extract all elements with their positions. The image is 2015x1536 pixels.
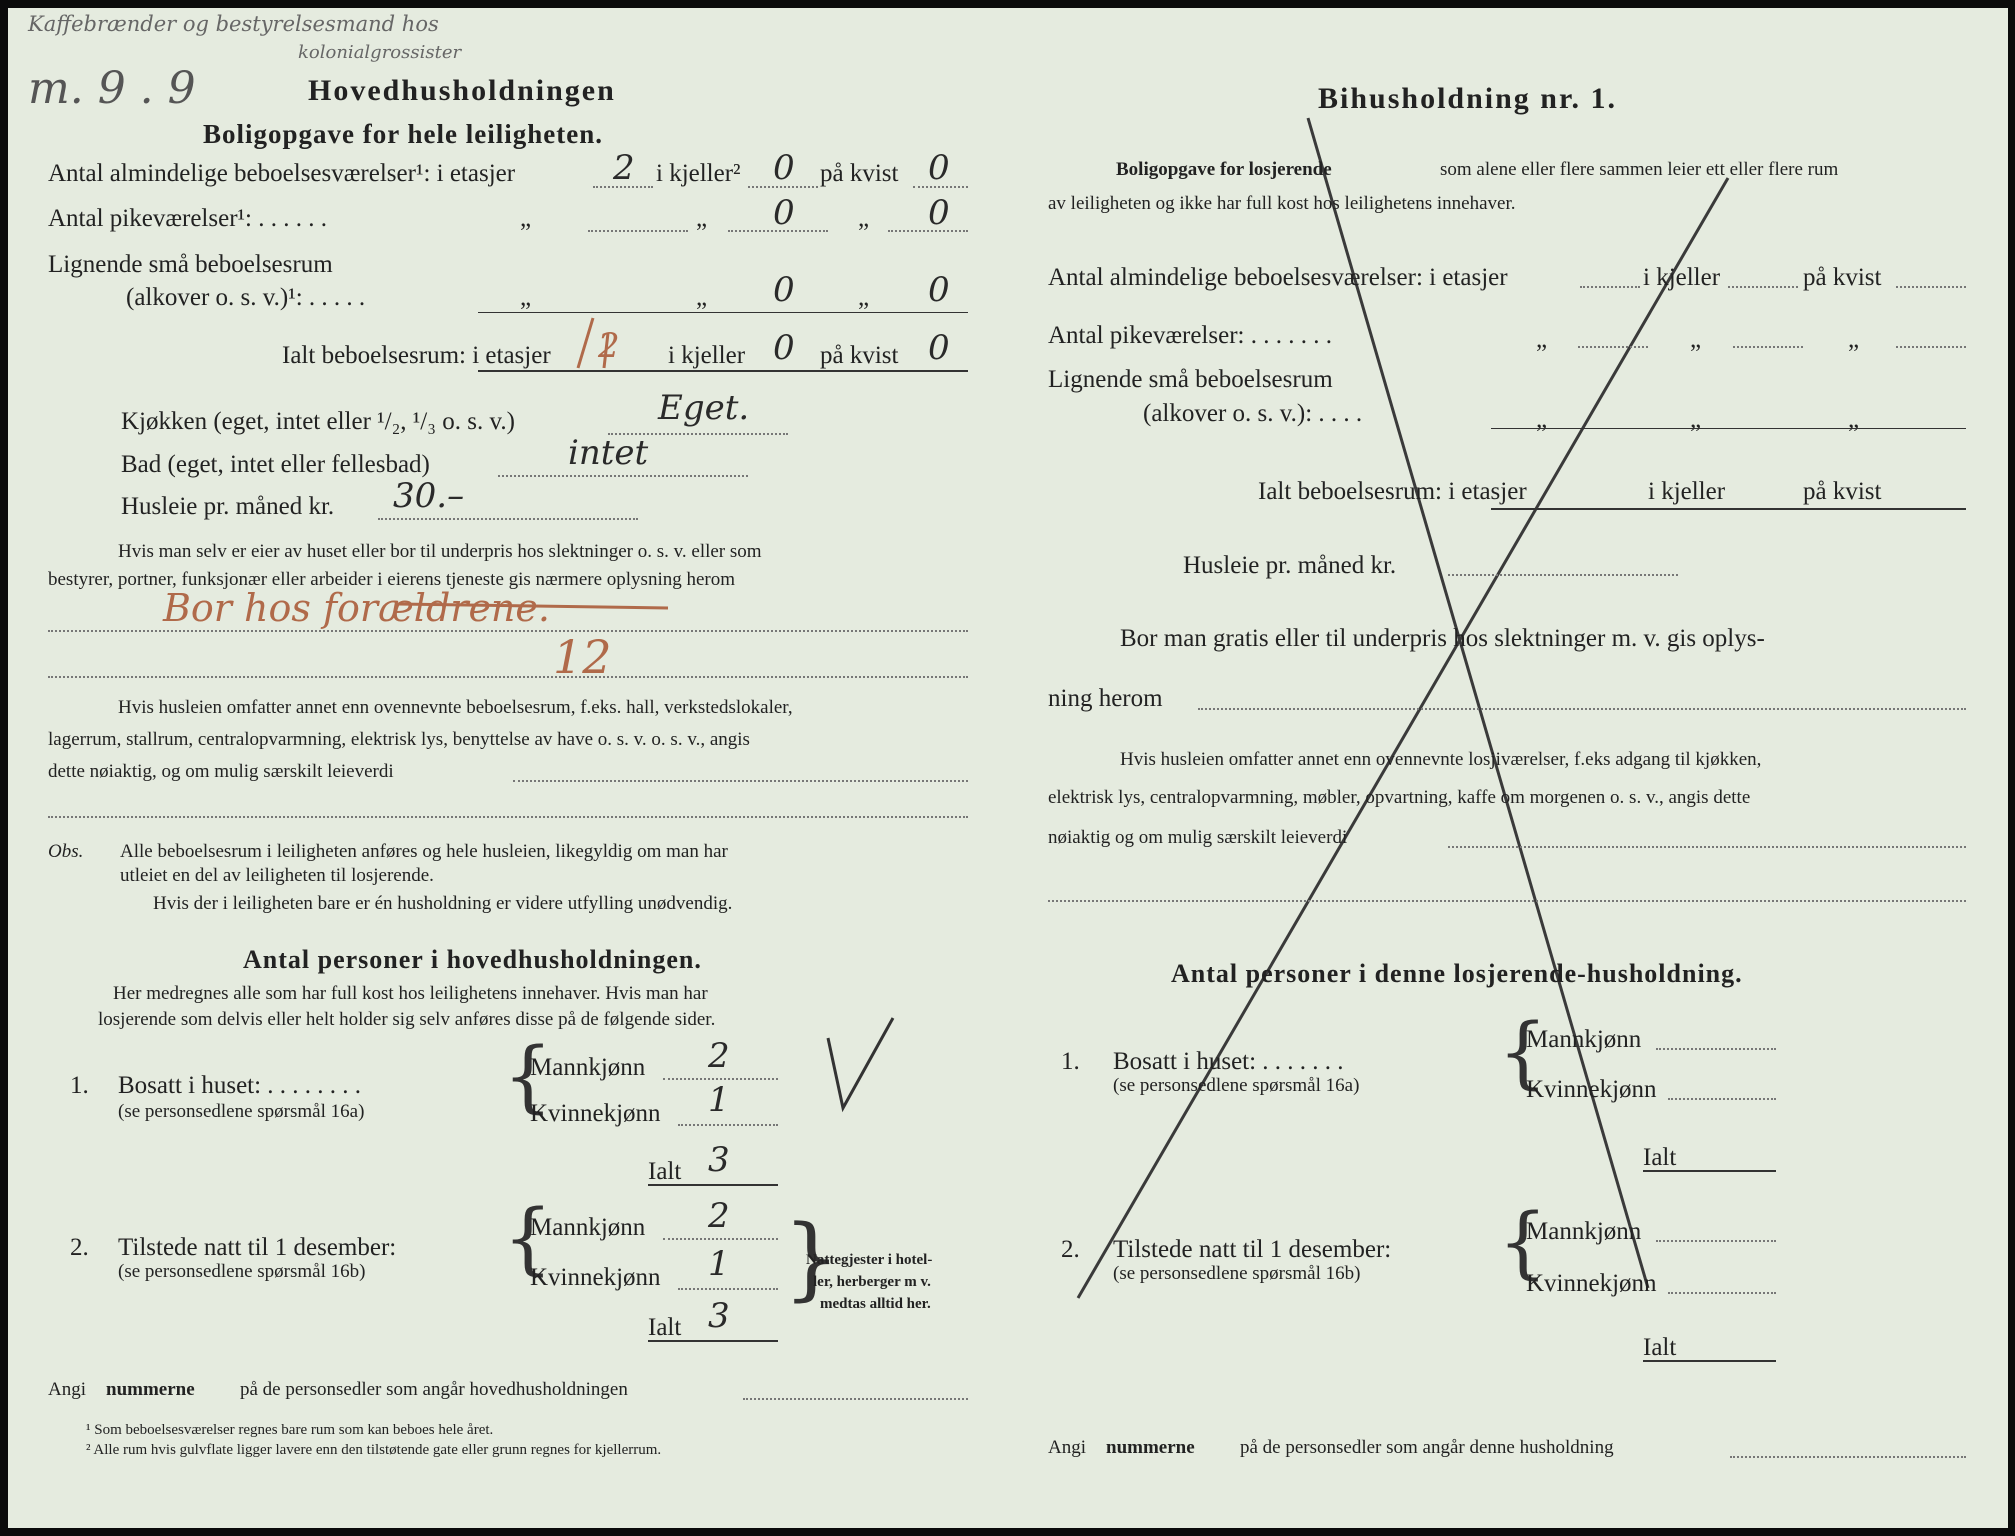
right-bor-text-2: ning herom xyxy=(1048,685,1163,712)
eier-line-2 xyxy=(48,676,968,678)
footnote-1: ¹ Som beboelsesværelser regnes bare rum som kan beboes hele året. xyxy=(86,1422,494,1438)
right-row2-ditto-2: „ xyxy=(1690,326,1702,353)
right-row3-ditto-2: „ xyxy=(1690,406,1702,433)
left-tilstede-ialt-label: Ialt xyxy=(648,1314,682,1341)
right-husleie-line xyxy=(1448,574,1678,576)
red-mark-12: 12 xyxy=(553,630,612,684)
husleie-value: 30.– xyxy=(393,476,465,516)
right-tilstede-mann-line xyxy=(1656,1240,1776,1242)
rooms-row2-line-3 xyxy=(888,230,968,232)
rooms-row3-label-b: (alkover o. s. v.)¹: . . . . . xyxy=(126,284,366,311)
right-tilstede-ialt-rule xyxy=(1643,1360,1776,1362)
left-bosatt-number: 1. xyxy=(70,1072,89,1099)
right-bor-text-1: Bor man gratis eller til underpris hos slektninger m. v. gis oplys- xyxy=(1120,625,1765,652)
rooms-row2-ditto-1: „ xyxy=(520,205,532,232)
right-omfatter-line-2 xyxy=(1048,900,1966,902)
right-row2-label: Antal pikeværelser: . . . . . . . xyxy=(1048,322,1332,349)
bad-value: intet xyxy=(568,433,649,473)
right-tilstede-kvinne-label: Kvinnekjønn xyxy=(1526,1270,1657,1297)
margin-note-line2: kolonialgrossister xyxy=(298,42,462,63)
right-bosatt-ialt-rule xyxy=(1643,1170,1776,1172)
left-persons-note-1: Her medregnes alle som har full kost hos leilighetens innehaver. Hvis man har xyxy=(113,983,708,1004)
right-tilstede-ialt-label: Ialt xyxy=(1643,1334,1677,1361)
left-bosatt-ialt-label: Ialt xyxy=(648,1158,682,1185)
left-bosatt-mann-value: 2 xyxy=(708,1036,730,1076)
left-bosatt-mann-label: Mannkjønn xyxy=(530,1054,646,1081)
obs-label: Obs. xyxy=(48,841,84,862)
right-row2-line-2 xyxy=(1733,346,1803,348)
obs-text-3: Hvis der i leiligheten bare er én husholdning er videre utfylling unødvendig. xyxy=(153,893,733,914)
right-row1-etasjer-line xyxy=(1580,286,1640,288)
right-row1-kjeller-line xyxy=(1728,286,1798,288)
left-bosatt-brace: { xyxy=(503,1032,553,1122)
right-bosatt-kvinne-label: Kvinnekjønn xyxy=(1526,1076,1657,1103)
left-bosatt-kvinne-label: Kvinnekjønn xyxy=(530,1100,661,1127)
right-bor-line xyxy=(1198,708,1966,710)
bad-line xyxy=(498,475,748,477)
omfatter-text-2: lagerrum, stallrum, centralopvarmning, elektrisk lys, benyttelse av have o. s. v. o. s. v., angis xyxy=(48,729,750,750)
right-omfatter-3: nøiaktig og om mulig særskilt leieverdi xyxy=(1048,827,1348,848)
rooms-row3-ditto-2: „ xyxy=(696,284,708,311)
right-row3-label-a: Lignende små beboelsesrum xyxy=(1048,366,1333,393)
rooms-total-kvist-value: 0 xyxy=(928,328,950,368)
right-row3-ditto-1: „ xyxy=(1536,406,1548,433)
rooms-row2-ditto-2: „ xyxy=(696,205,708,232)
left-tilstede-mann-line xyxy=(663,1238,778,1240)
right-total-underline xyxy=(1491,508,1966,510)
left-title: Hovedhusholdningen xyxy=(308,74,616,107)
right-omfatter-2: elektrisk lys, centralopvarmning, møbler, opvartning, kaffe om morgenen o. s. v., angis dette xyxy=(1048,787,1751,808)
nattegjester-text-3: medtas alltid her. xyxy=(820,1296,931,1312)
right-row3-label-b: (alkover o. s. v.): . . . . xyxy=(1143,400,1363,427)
rooms-row3-kvist-value: 0 xyxy=(928,270,950,310)
left-bosatt-kvinne-value: 1 xyxy=(708,1080,730,1120)
margin-note-number: m. 9 . 9 xyxy=(28,63,196,114)
husleie-label: Husleie pr. måned kr. xyxy=(121,493,335,520)
right-intro-bold: Boligopgave for losjerende xyxy=(1116,159,1332,180)
left-angi-b: nummerne xyxy=(106,1379,195,1400)
kjokken-value: Eget. xyxy=(658,388,750,428)
rooms-row2-line-1 xyxy=(588,230,688,232)
right-title: Bihusholdning nr. 1. xyxy=(1318,82,1618,115)
right-tilstede-label: Tilstede natt til 1 desember: xyxy=(1113,1236,1392,1263)
right-total-kjeller: i kjeller xyxy=(1648,478,1726,505)
left-tilstede-kvinne-line xyxy=(678,1288,778,1290)
rooms-row3-ditto-3: „ xyxy=(858,284,870,311)
eier-text-1: Hvis man selv er eier av huset eller bor til underpris hos slektninger o. s. v. eller som xyxy=(118,541,762,562)
left-tilstede-kvinne-value: 1 xyxy=(708,1244,730,1284)
right-angi-line xyxy=(1730,1456,1966,1458)
kjokken-label: Kjøkken (eget, intet eller ¹/₂, ¹/₃ o. s. v.) xyxy=(121,408,515,435)
right-angi-a: Angi xyxy=(1048,1437,1086,1458)
right-intro-2: av leiligheten og ikke har full kost hos leilighetens innehaver. xyxy=(1048,193,1516,214)
right-husleie-label: Husleie pr. måned kr. xyxy=(1183,552,1397,579)
right-total-kvist: på kvist xyxy=(1803,478,1882,505)
rooms-row2-ditto-3: „ xyxy=(858,205,870,232)
right-omfatter-line-1 xyxy=(1448,846,1966,848)
rooms-row1-label: Antal almindelige beboelsesværelser¹: i etasjer xyxy=(48,160,516,187)
left-angi-a: Angi xyxy=(48,1379,86,1400)
right-angi-b: nummerne xyxy=(1106,1437,1195,1458)
right-row1-kvist-line xyxy=(1896,286,1966,288)
left-persons-note-2: losjerende som delvis eller helt holder sig selv anføres disse på de følgende sider. xyxy=(98,1009,716,1030)
left-tilstede-ialt-value: 3 xyxy=(708,1296,730,1336)
omfatter-line-2 xyxy=(48,816,968,818)
rooms-row3-ditto-1: „ xyxy=(520,284,532,311)
right-row1-kjeller: i kjeller xyxy=(1643,264,1721,291)
left-angi-line xyxy=(743,1398,968,1400)
census-form-sheet xyxy=(8,8,2008,1528)
omfatter-line-1 xyxy=(513,780,968,782)
right-row2-line-3 xyxy=(1896,346,1966,348)
left-bosatt-ref: (se personsedlene spørsmål 16a) xyxy=(118,1101,365,1122)
left-tilstede-ialt-rule xyxy=(648,1340,778,1342)
right-row2-ditto-3: „ xyxy=(1848,326,1860,353)
left-tilstede-number: 2. xyxy=(70,1234,89,1261)
cross-out-line-1 xyxy=(1308,118,1648,1288)
right-bosatt-number: 1. xyxy=(1061,1048,1080,1075)
right-row1-kvist: på kvist xyxy=(1803,264,1882,291)
rooms-total-label: Ialt beboelsesrum: i etasjer xyxy=(282,342,551,369)
right-row3-ditto-3: „ xyxy=(1848,406,1860,433)
left-tilstede-label: Tilstede natt til 1 desember: xyxy=(118,1234,397,1261)
left-tilstede-ref: (se personsedlene spørsmål 16b) xyxy=(118,1261,366,1282)
rooms-row1-kjeller-label: i kjeller² xyxy=(656,160,741,187)
left-angi-c: på de personsedler som angår hovedhusholdningen xyxy=(240,1379,628,1400)
check-mark xyxy=(828,1018,893,1108)
rooms-total-kjeller-label: i kjeller xyxy=(668,342,746,369)
right-total-label: Ialt beboelsesrum: i etasjer xyxy=(1258,478,1527,505)
left-tilstede-mann-value: 2 xyxy=(708,1196,730,1236)
right-bosatt-brace: { xyxy=(1498,1008,1548,1098)
right-row2-line-1 xyxy=(1578,346,1648,348)
eier-text-2: bestyrer, portner, funksjonær eller arbeider i eierens tjeneste gis nærmere oplysning herom xyxy=(48,569,736,590)
rooms-row2-kvist-value: 0 xyxy=(928,193,950,233)
right-tilstede-mann-label: Mannkjønn xyxy=(1526,1218,1642,1245)
left-tilstede-kvinne-label: Kvinnekjønn xyxy=(530,1264,661,1291)
rooms-total-underline xyxy=(478,370,968,372)
nattegjester-text-1: Nattegjester i hotel- xyxy=(806,1252,933,1268)
margin-note-line1: Kaffebrænder og bestyrelsesmand hos xyxy=(28,12,439,36)
right-row3-underline xyxy=(1491,428,1966,429)
rooms-row1-kjeller-value: 0 xyxy=(773,148,795,188)
right-bosatt-ref: (se personsedlene spørsmål 16a) xyxy=(1113,1075,1360,1096)
left-persons-title: Antal personer i hovedhusholdningen. xyxy=(243,945,702,974)
right-bosatt-mann-label: Mannkjønn xyxy=(1526,1026,1642,1053)
right-bosatt-mann-line xyxy=(1656,1048,1776,1050)
rooms-row2-label: Antal pikeværelser¹: . . . . . . xyxy=(48,205,327,232)
left-bosatt-ialt-rule xyxy=(648,1184,778,1186)
husleie-line xyxy=(378,518,638,520)
right-row1-label: Antal almindelige beboelsesværelser: i etasjer xyxy=(1048,264,1508,291)
omfatter-text-3: dette nøiaktig, og om mulig særskilt leieverdi xyxy=(48,761,394,782)
rooms-row2-line-2 xyxy=(728,230,828,232)
rooms-total-kjeller-value: 0 xyxy=(773,328,795,368)
right-angi-c: på de personsedler som angår denne husholdning xyxy=(1240,1437,1614,1458)
obs-text-2: utleiet en del av leiligheten til losjerende. xyxy=(120,865,434,886)
rooms-row1-etasjer-value: 2 xyxy=(613,148,635,188)
bad-label: Bad (eget, intet eller fellesbad) xyxy=(121,451,430,478)
right-tilstede-number: 2. xyxy=(1061,1236,1080,1263)
rooms-row3-label-a: Lignende små beboelsesrum xyxy=(48,251,333,278)
obs-text-1: Alle beboelsesrum i leiligheten anføres og hele husleien, likegyldig om man har xyxy=(120,841,728,862)
rooms-row1-kvist-value: 0 xyxy=(928,148,950,188)
right-bosatt-kvinne-line xyxy=(1668,1098,1776,1100)
right-bosatt-ialt-label: Ialt xyxy=(1643,1144,1677,1171)
right-tilstede-ref: (se personsedlene spørsmål 16b) xyxy=(1113,1263,1361,1284)
right-bosatt-label: Bosatt i huset: . . . . . . . xyxy=(1113,1048,1344,1075)
rooms-total-kvist-label: på kvist xyxy=(820,342,899,369)
left-bosatt-label: Bosatt i huset: . . . . . . . . xyxy=(118,1072,362,1099)
left-subtitle: Boligopgave for hele leiligheten. xyxy=(203,119,603,149)
left-tilstede-brace: { xyxy=(503,1194,553,1284)
rooms-row2-kjeller-value: 0 xyxy=(773,193,795,233)
right-row2-ditto-1: „ xyxy=(1536,326,1548,353)
left-bosatt-ialt-value: 3 xyxy=(708,1140,730,1180)
eier-line-1 xyxy=(48,630,968,632)
right-persons-title: Antal personer i denne losjerende-husholdning. xyxy=(1171,959,1743,988)
right-tilstede-brace: { xyxy=(1498,1198,1548,1288)
rooms-total-etasjer-value: 2 xyxy=(598,326,620,366)
right-intro-1: som alene eller flere sammen leier ett eller flere rum xyxy=(1440,159,1839,180)
rooms-row3-underline xyxy=(478,312,968,313)
left-tilstede-mann-label: Mannkjønn xyxy=(530,1214,646,1241)
rooms-row3-kjeller-value: 0 xyxy=(773,270,795,310)
eier-answer: Bor hos forældrene. xyxy=(163,586,550,630)
right-tilstede-kvinne-line xyxy=(1668,1292,1776,1294)
footnote-2: ² Alle rum hvis gulvflate ligger lavere enn den tilstøtende gate eller grunn regnes for kjellerrum. xyxy=(86,1442,662,1458)
nattegjester-text-2: ler, herberger m v. xyxy=(813,1274,931,1290)
left-bosatt-kvinne-line xyxy=(678,1124,778,1126)
omfatter-text-1: Hvis husleien omfatter annet enn ovennevnte beboelsesrum, f.eks. hall, verkstedslokaler, xyxy=(118,697,793,718)
rooms-row1-kvist-label: på kvist xyxy=(820,160,899,187)
right-omfatter-1: Hvis husleien omfatter annet enn ovennevnte losjiværelser, f.eks adgang til kjøkken, xyxy=(1120,749,1762,770)
nattegjester-brace: { xyxy=(783,1206,841,1311)
